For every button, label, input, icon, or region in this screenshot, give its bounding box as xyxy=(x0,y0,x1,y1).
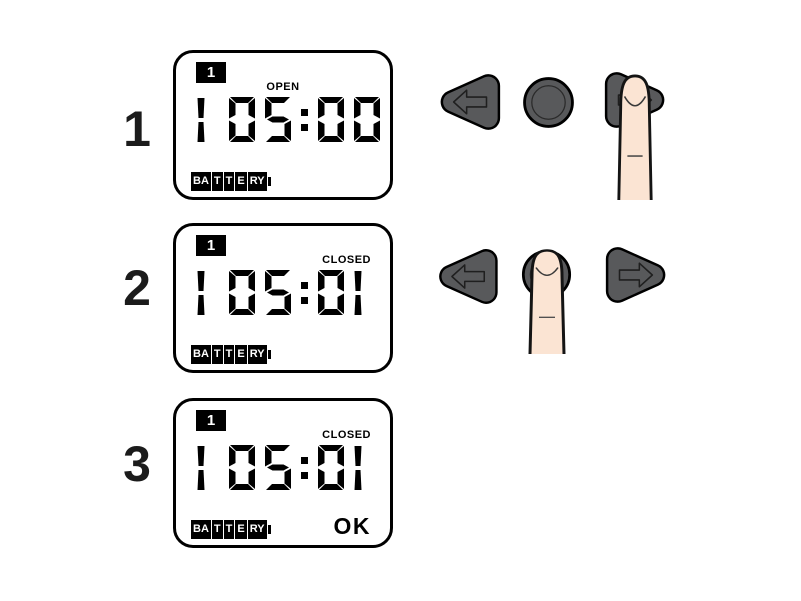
battery-cell: RY xyxy=(248,172,267,191)
battery-indicator xyxy=(191,172,271,191)
step-number-2: 2 xyxy=(123,260,151,316)
right-arrow-icon xyxy=(601,244,669,306)
battery-terminal-nub xyxy=(268,177,271,186)
status-label-closed: CLOSED xyxy=(322,254,371,266)
finger-pressing-right-button xyxy=(615,73,655,200)
battery-cell: E xyxy=(235,172,246,191)
finger-pressing-center-button xyxy=(526,248,568,354)
left-arrow-button[interactable] xyxy=(437,246,501,307)
battery-cell: T xyxy=(224,345,235,364)
left-arrow-button[interactable] xyxy=(438,71,504,133)
battery-cell: T xyxy=(212,345,223,364)
finger-icon xyxy=(526,248,568,354)
battery-indicator xyxy=(191,520,271,539)
battery-cell: E xyxy=(235,345,246,364)
finger-icon xyxy=(615,73,655,200)
lcd-display-step-3 xyxy=(173,398,393,548)
program-badge: 1 xyxy=(196,62,226,83)
left-arrow-icon xyxy=(437,246,501,307)
right-arrow-button[interactable] xyxy=(601,244,669,306)
battery-cell: BA xyxy=(191,520,211,539)
battery-cell: T xyxy=(212,172,223,191)
battery-terminal-nub xyxy=(268,350,271,359)
lcd-display-step-1 xyxy=(173,50,393,200)
seven-segment-time xyxy=(197,445,381,491)
step-number-1: 1 xyxy=(123,101,151,157)
seven-segment-time xyxy=(197,97,381,143)
battery-cell: BA xyxy=(191,172,211,191)
status-label-open: OPEN xyxy=(266,81,300,93)
left-arrow-icon xyxy=(438,71,504,133)
battery-cell: RY xyxy=(248,345,267,364)
step-number-3: 3 xyxy=(123,436,151,492)
circle-button-icon xyxy=(517,71,580,134)
battery-cell: BA xyxy=(191,345,211,364)
battery-cell: T xyxy=(212,520,223,539)
battery-cell: T xyxy=(224,520,235,539)
confirm-button[interactable] xyxy=(517,71,580,134)
program-badge: 1 xyxy=(196,235,226,256)
battery-indicator xyxy=(191,345,271,364)
program-badge: 1 xyxy=(196,410,226,431)
battery-cell: RY xyxy=(248,520,267,539)
seven-segment-time xyxy=(197,270,381,316)
status-label-closed: CLOSED xyxy=(322,429,371,441)
battery-cell: E xyxy=(235,520,246,539)
lcd-display-step-2 xyxy=(173,223,393,373)
battery-cell: T xyxy=(224,172,235,191)
battery-terminal-nub xyxy=(268,525,271,534)
ok-confirmation-label: OK xyxy=(333,513,371,539)
